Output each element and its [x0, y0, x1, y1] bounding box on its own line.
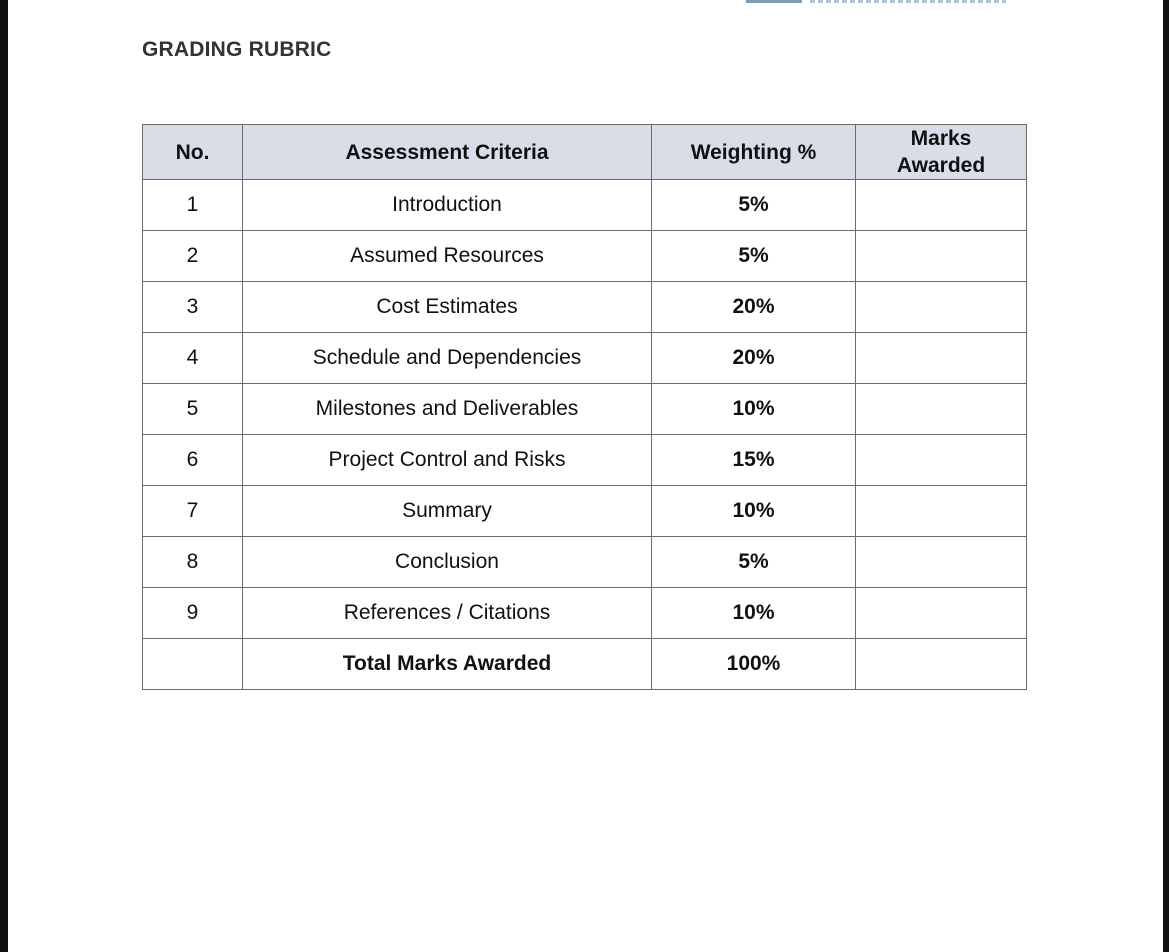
cell-criteria: Assumed Resources — [243, 231, 652, 282]
cell-no: 5 — [143, 384, 243, 435]
cell-marks[interactable] — [856, 231, 1027, 282]
cell-weighting: 5% — [652, 231, 856, 282]
cell-no: 9 — [143, 588, 243, 639]
cell-marks[interactable] — [856, 537, 1027, 588]
header-logo-bar — [746, 0, 802, 3]
table-row — [143, 180, 1027, 231]
cell-criteria: Schedule and Dependencies — [243, 333, 652, 384]
cell-criteria: Cost Estimates — [243, 282, 652, 333]
cell-weighting: 5% — [652, 537, 856, 588]
cell-criteria: Conclusion — [243, 537, 652, 588]
header-marks-line1: Marks — [910, 127, 972, 150]
total-label: Total Marks Awarded — [243, 639, 652, 690]
cell-weighting: 20% — [652, 282, 856, 333]
total-marks[interactable] — [856, 639, 1027, 690]
page-title: GRADING RUBRIC — [142, 38, 332, 61]
cell-marks[interactable] — [856, 384, 1027, 435]
table-row — [143, 282, 1027, 333]
table-row — [143, 435, 1027, 486]
cell-marks[interactable] — [856, 282, 1027, 333]
table-row — [143, 588, 1027, 639]
total-cell-no — [143, 639, 243, 690]
cell-marks[interactable] — [856, 333, 1027, 384]
table-row — [143, 231, 1027, 282]
cell-criteria: Project Control and Risks — [243, 435, 652, 486]
header-weighting: Weighting % — [652, 125, 856, 180]
header-marks-awarded — [856, 125, 1027, 180]
total-row — [143, 639, 1027, 690]
cell-weighting: 10% — [652, 384, 856, 435]
table-header-row — [143, 125, 1027, 180]
header-criteria: Assessment Criteria — [243, 125, 652, 180]
header-logo-text-fragment — [810, 0, 1006, 3]
cell-criteria: Introduction — [243, 180, 652, 231]
cell-weighting: 10% — [652, 588, 856, 639]
cell-no: 4 — [143, 333, 243, 384]
cell-no: 8 — [143, 537, 243, 588]
cell-marks[interactable] — [856, 435, 1027, 486]
table-row — [143, 333, 1027, 384]
total-weighting: 100% — [652, 639, 856, 690]
cell-criteria: Milestones and Deliverables — [243, 384, 652, 435]
document-page — [8, 0, 1163, 952]
table-row — [143, 384, 1027, 435]
grading-rubric-table — [142, 124, 1027, 690]
cell-no: 1 — [143, 180, 243, 231]
header-marks-line2: Awarded — [896, 154, 986, 177]
cell-weighting: 5% — [652, 180, 856, 231]
cell-marks[interactable] — [856, 180, 1027, 231]
cell-no: 6 — [143, 435, 243, 486]
cell-weighting: 15% — [652, 435, 856, 486]
cell-criteria: Summary — [243, 486, 652, 537]
cell-no: 7 — [143, 486, 243, 537]
cell-no: 3 — [143, 282, 243, 333]
table-row — [143, 486, 1027, 537]
table-row — [143, 537, 1027, 588]
header-no: No. — [143, 125, 243, 180]
cell-weighting: 10% — [652, 486, 856, 537]
cell-marks[interactable] — [856, 486, 1027, 537]
cell-no: 2 — [143, 231, 243, 282]
cell-criteria: References / Citations — [243, 588, 652, 639]
header-logo-strip — [746, 0, 1026, 4]
cell-weighting: 20% — [652, 333, 856, 384]
cell-marks[interactable] — [856, 588, 1027, 639]
